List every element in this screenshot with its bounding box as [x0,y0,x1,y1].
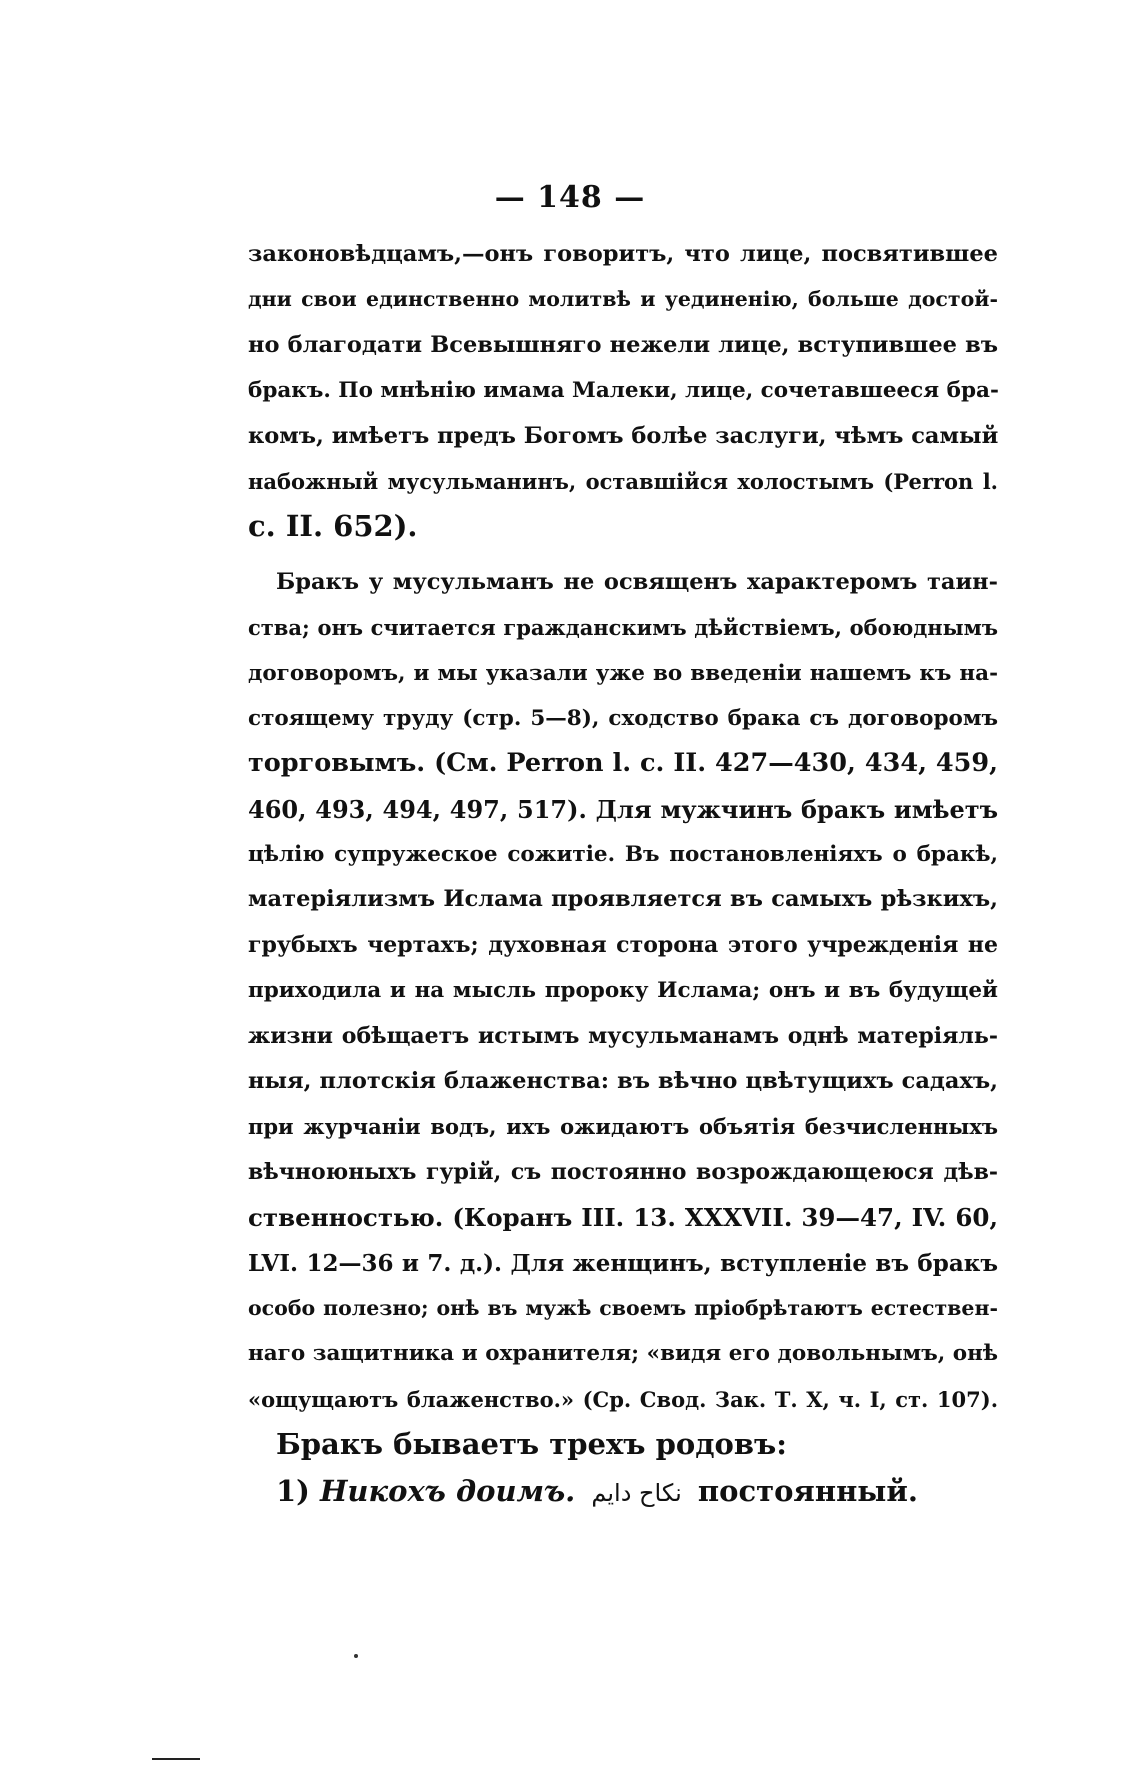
paragraph-3 [248,1422,998,1467]
text-line: стоящему труду (стр. 5—8), сходство брака съ договоромъ [248,705,998,731]
text-line: «ощущаютъ блаженство.» (Ср. Свод. Зак. Т. X, ч. I, ст. 107). [248,1386,998,1412]
text-line: c. II. 652). [248,509,418,544]
paragraph-1 [248,232,998,550]
text-line: дни свои единственно молитвѣ и уединенію, больше достой- [248,287,998,312]
text-line: при журчаніи водъ, ихъ ожидаютъ объятія безчисленныхъ [248,1114,998,1140]
list-gloss: постоянный. [697,1473,918,1508]
text-line: приходила и на мысль пророку Ислама; онъ и въ будущей [248,978,998,1004]
text-line: комъ, имѣетъ предъ Богомъ болѣе заслуги, чѣмъ самый [248,422,999,449]
text-line: цѣлію супружеское сожитіе. Въ постановленіяхъ о бракѣ, [248,842,998,868]
text-line: набожный мусульманинъ, оставшійся холостымъ (Perron l. [248,468,998,494]
text-line: LVI. 12—36 и 7. д.). Для женщинъ, вступленіе въ бракъ [248,1249,998,1277]
text-line: наго защитника и охранителя; «видя его довольнымъ, онѣ [248,1341,998,1367]
text-line: особо полезно; онѣ въ мужѣ своемъ пріобрѣтаютъ естествен- [248,1295,998,1320]
text-line: ныя, плотскія блаженства: въ вѣчно цвѣтущихъ садахъ, [248,1068,998,1095]
text-line: Бракъ у мусульманъ не освященъ характеромъ таин- [276,568,998,595]
text-line: ственностью. (Коранъ III. 13. XXXVII. 39—47, IV. 60, [248,1203,998,1233]
ink-speck [354,1654,358,1658]
text-line: грубыхъ чертахъ; духовная сторона этого учрежденія не [248,931,998,958]
arabic-term: نكاح دايم [591,1478,682,1507]
body-text [248,232,998,1514]
paragraph-2 [248,560,998,1422]
text-line: бракъ. По мнѣнію имама Малеки, лице, сочетавшееся бра- [248,378,999,404]
list-term: Никохъ доимъ. [320,1473,576,1508]
text-line: но благодати Всевышняго нежели лице, вступившее въ [248,331,998,358]
text-line: ства; онъ считается гражданскимъ дѣйствіемъ, обоюднымъ [248,615,998,641]
text-line: торговымъ. (См. Perron l. c. II. 427—430, 434, 459, [248,748,998,779]
text-line: Бракъ бываетъ трехъ родовъ: [276,1427,787,1462]
text-line: жизни обѣщаетъ истымъ мусульманамъ однѣ матеріяль- [248,1022,998,1049]
footer-rule [152,1758,200,1760]
text-line: матеріялизмъ Ислама проявляется въ самыхъ рѣзкихъ, [248,886,998,913]
text-line: 460, 493, 494, 497, 517). Для мужчинъ бракъ имѣетъ [248,794,998,824]
list-number: 1) [276,1473,310,1508]
page-number: — 148 — [494,180,646,215]
text-line: вѣчноюныхъ гурій, съ постоянно возрождающеюся дѣв- [248,1158,998,1185]
text-line: договоромъ, и мы указали уже во введеніи нашемъ къ на- [248,660,998,686]
list-item [248,1468,998,1514]
text-line: законовѣдцамъ,—онъ говоритъ, что лице, посвятившее [248,241,998,267]
